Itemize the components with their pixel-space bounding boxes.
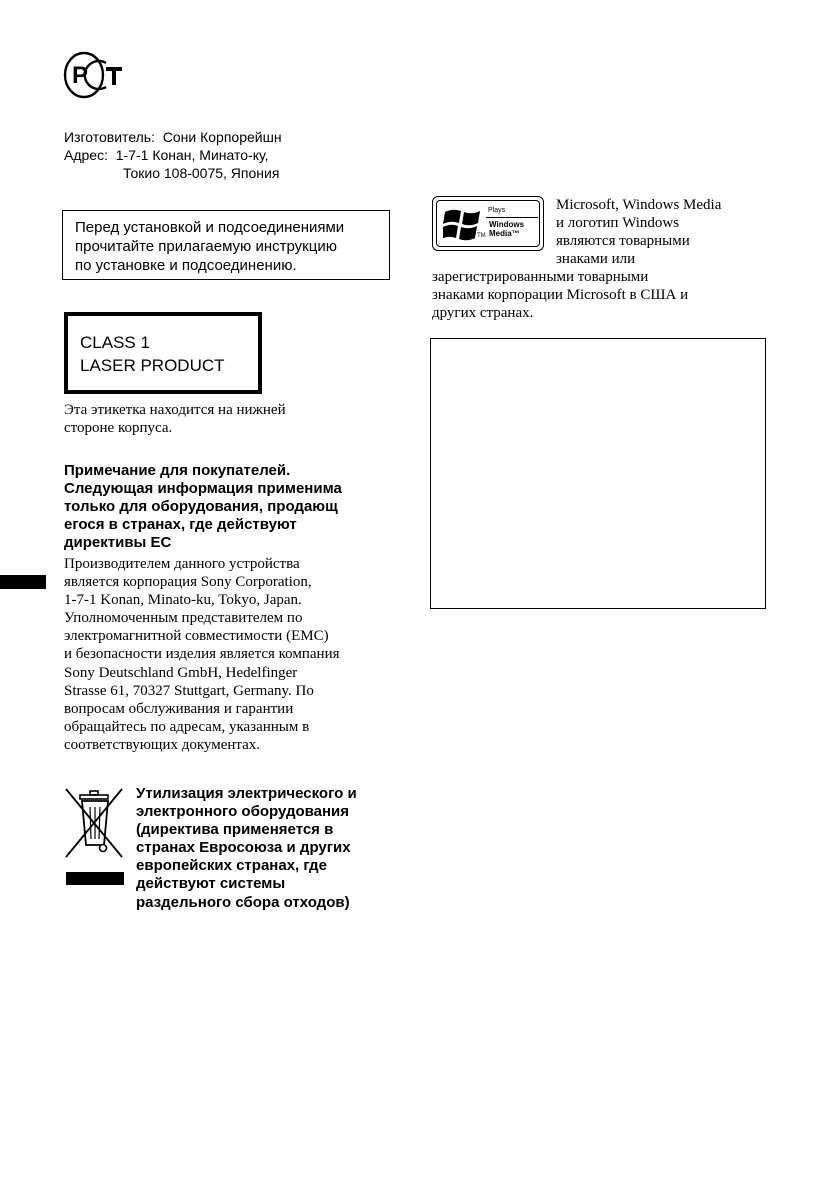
- trademark-text-top: [556, 196, 766, 268]
- wm-divider: [486, 217, 538, 218]
- trademark-text-bottom: [432, 268, 772, 322]
- body-line: вопросам обслуживания и гарантии: [64, 700, 294, 717]
- note-line: стороне корпуса.: [64, 420, 173, 436]
- body-line: и безопасности изделия является компания: [64, 646, 340, 663]
- manufacturer-name: Сони Корпорейшн: [162, 129, 282, 145]
- trademark-line: являются товарными: [556, 233, 690, 250]
- body-line: Sony Deutschland GmbH, Hedelfinger: [64, 664, 298, 681]
- weee-line: странах Евросоюза и других: [136, 839, 351, 857]
- eu-notice-body: [64, 555, 396, 754]
- crossed-out-bin-icon: [62, 785, 126, 861]
- trademark-line: и логотип Windows: [556, 215, 680, 232]
- notice-line: по установке и подсоединению.: [75, 257, 297, 274]
- manufacturer-line: [64, 128, 282, 146]
- section-tab-marker: [0, 575, 46, 589]
- notice-line: прочитайте прилагаемую инструкцию: [75, 238, 337, 255]
- trademark-line: других странах.: [432, 305, 534, 322]
- weee-line: европейских странах, где: [136, 857, 327, 875]
- heading-line: Примечание для покупателей.: [64, 462, 291, 479]
- weee-line: (директива применяется в: [136, 821, 334, 839]
- wm-tm-mark: TM: [477, 233, 486, 239]
- heading-line: егося в странах, где действуют: [64, 516, 297, 533]
- wm-windows-text: Windows: [489, 220, 525, 229]
- laser-product: LASER PRODUCT: [80, 356, 225, 375]
- pct-certification-icon: [62, 50, 126, 100]
- heading-line: Следующая информация применима: [64, 480, 342, 497]
- body-line: обращайтесь по адресам, указанным в: [64, 718, 310, 735]
- body-line: Strasse 61, 70327 Stuttgart, Germany. По: [64, 682, 314, 699]
- trademark-line: знаками или: [556, 251, 636, 268]
- address-line-2: Токио 108-0075, Япония: [123, 165, 280, 181]
- body-line: 1-7-1 Konan, Minato-ku, Tokyo, Japan.: [64, 592, 302, 609]
- weee-line: раздельного сбора отходов): [136, 893, 350, 911]
- heading-line: только для оборудования, продающ: [64, 498, 338, 515]
- notice-line: Перед установкой и подсоединениями: [75, 219, 345, 236]
- wm-media-text: Media™: [489, 229, 520, 238]
- weee-line: Утилизация электрического и: [136, 785, 357, 802]
- trademark-line: зарегистрированными товарными: [432, 269, 649, 285]
- laser-class: CLASS 1: [80, 333, 150, 352]
- laser-label-text: [80, 331, 225, 377]
- trademark-line: Microsoft, Windows Media: [556, 197, 722, 213]
- laser-class-label: [64, 312, 262, 394]
- label-location-note: [64, 401, 394, 437]
- manufacturer-block: [64, 128, 282, 182]
- note-line: Эта этикетка находится на нижней: [64, 402, 286, 418]
- heading-line: директивы ЕС: [64, 534, 172, 551]
- address-line-1: 1-7-1 Конан, Минато-ку,: [115, 147, 269, 163]
- body-line: соответствующих документах.: [64, 736, 261, 753]
- weee-line: электронного оборудования: [136, 803, 350, 821]
- body-line: является корпорация Sony Corporation,: [64, 574, 312, 591]
- empty-frame: [430, 338, 766, 609]
- weee-heading: [136, 785, 398, 912]
- installation-notice-box: [62, 210, 390, 280]
- address-line: [64, 146, 282, 164]
- manufacturer-label: Изготовитель:: [64, 129, 155, 145]
- windows-media-badge: [432, 196, 544, 251]
- weee-bar-mark: [66, 872, 124, 885]
- wm-plays-text: Plays: [488, 207, 506, 214]
- svg-text:Р: Р: [72, 62, 89, 89]
- trademark-line: знаками корпорации Microsoft в США и: [432, 287, 689, 304]
- address-label: Адрес:: [64, 147, 108, 163]
- eu-notice-heading: [64, 462, 394, 552]
- body-line: Производителем данного устройства: [64, 556, 300, 572]
- body-line: Уполномоченным представителем по: [64, 610, 303, 627]
- weee-line: действуют системы: [136, 875, 286, 893]
- body-line: электромагнитной совместимости (EMC): [64, 628, 329, 645]
